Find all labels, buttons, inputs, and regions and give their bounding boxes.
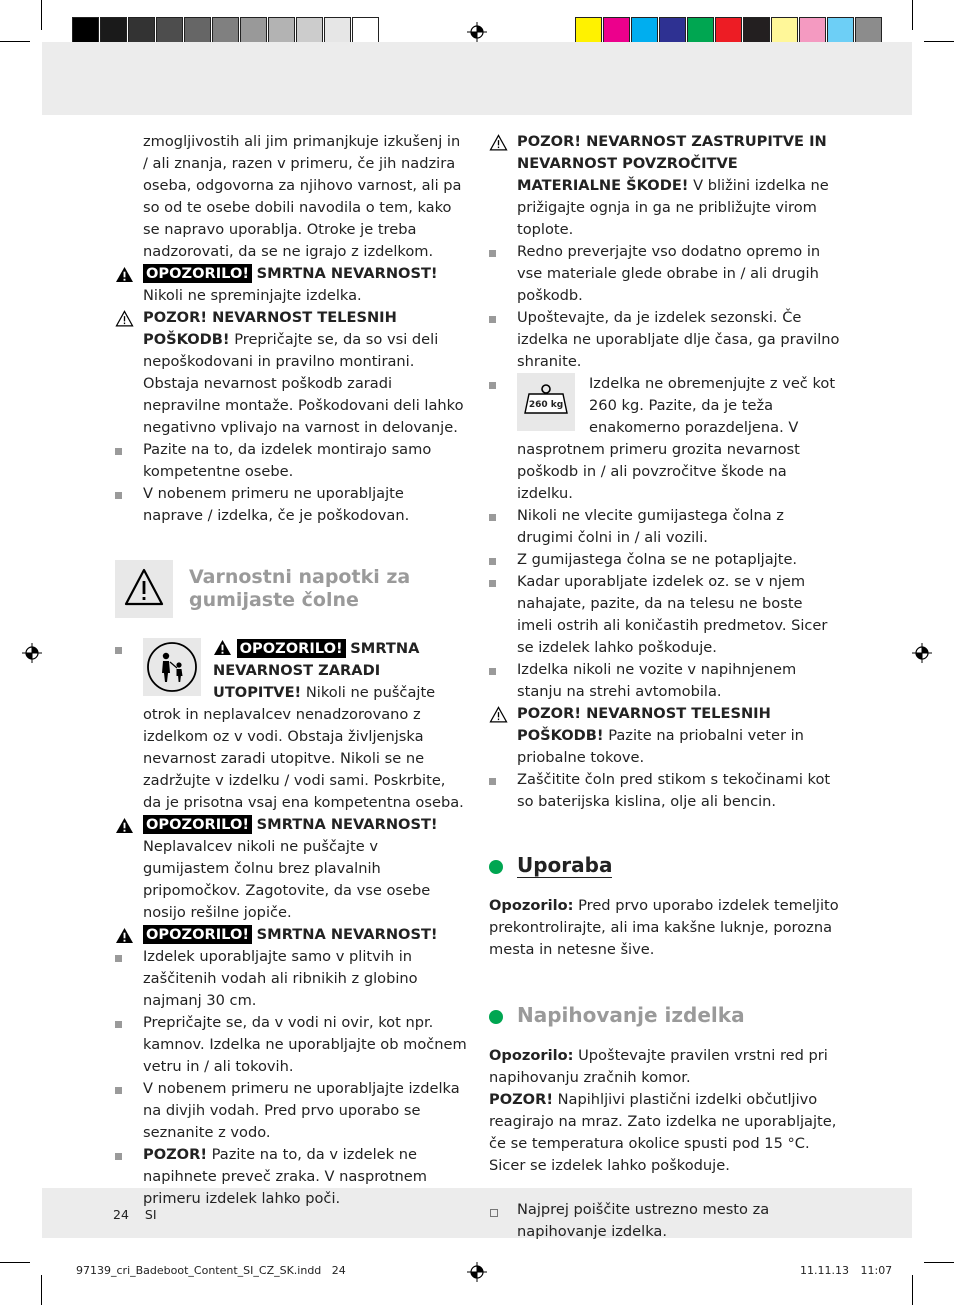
caution-label: POZOR! bbox=[143, 1146, 207, 1163]
crop-mark bbox=[0, 1262, 30, 1263]
heading-bullet-icon bbox=[489, 1010, 503, 1024]
print-date: 11.11.13 bbox=[800, 1264, 849, 1277]
caution-block bbox=[489, 703, 841, 769]
list-item-text: Izdelka ne obremenjujte z več kot 260 kg. Pazite, da je teža enakomerno porazdeljena. V nasprotnem bbox=[517, 375, 836, 458]
section-heading bbox=[489, 1003, 841, 1027]
child-supervision-icon bbox=[143, 638, 201, 696]
registration-mark-icon bbox=[22, 643, 42, 663]
caution-text: V bližini izdelka ne prižigajte ognja in ga ne približujte virom toplote. bbox=[517, 177, 829, 238]
caution-title: POZOR! NEVARNOST TELESNIH POŠKODB! bbox=[517, 705, 771, 744]
weight-limit-icon bbox=[517, 373, 575, 431]
list-item: Izdelek uporabljajte samo v plitvih in zaščitenih vodah ali ribnikih z globino najmanj 30 cm. bbox=[115, 946, 467, 1012]
heading-text: Uporaba bbox=[517, 853, 613, 877]
list-item bbox=[115, 1144, 467, 1210]
heading-bullet-icon bbox=[489, 860, 503, 874]
caution-title: POZOR! NEVARNOST ZASTRUPITVE IN NEVARNOST POVZROČITVE MATERIALNE ŠKODE! bbox=[517, 133, 827, 194]
warning-tag: OPOZORILO! bbox=[237, 639, 346, 658]
list-item: Izdelka nikoli ne vozite v napihnjenem stanju na strehi avtomobila. bbox=[489, 659, 841, 703]
list-item: Redno preverjajte vso dodatno opremo in vse materiale glede obrabe in / ali drugih poškodb. bbox=[489, 241, 841, 307]
warning-block bbox=[115, 924, 467, 946]
caution-text: Pazite na priobalni veter in priobalne tokove. bbox=[517, 727, 804, 766]
note-label: Opozorilo: bbox=[489, 1047, 574, 1064]
crop-mark bbox=[0, 41, 30, 42]
paragraph bbox=[489, 1089, 841, 1177]
list-item: Nikoli ne vlecite gumijastega čolna z drugimi čolni in / ali vozili. bbox=[489, 505, 841, 549]
drowning-warning bbox=[115, 638, 467, 814]
section-icon-box bbox=[115, 560, 173, 618]
warning-block bbox=[115, 814, 467, 924]
list-item-text: Pazite na to, da v izdelek ne napihnete preveč zraka. V nasprotnem primeru izdelek lahko poči. bbox=[143, 1146, 428, 1207]
registration-mark-icon bbox=[467, 1262, 487, 1282]
caution-triangle-icon bbox=[115, 310, 134, 327]
crop-mark bbox=[924, 1262, 954, 1263]
warning-text: Nikoli ne spreminjajte izdelka. bbox=[143, 287, 362, 304]
warning-block bbox=[115, 263, 467, 307]
list-item: Kadar uporabljate izdelek oz. se v njem nahajate, pazite, da na telesu ne boste imeli ostrih ali koničastih predmetov. Sicer se izdelek lahko poškoduje. bbox=[489, 571, 841, 659]
warning-triangle-icon bbox=[115, 927, 134, 944]
paragraph-text: Napihljivi plastični izdelki občutljivo reagirajo na mraz. Zato izdelka ne uporabljajte, če se temperatura okolice spusti pod 15 °C. Sicer se izdelek lahko poškoduje. bbox=[489, 1091, 837, 1174]
warning-triangle-icon bbox=[115, 266, 134, 283]
list-item: Pazite na to, da izdelek montirajo samo kompetentne osebe. bbox=[115, 439, 467, 483]
list-item: Upoštevajte, da je izdelek sezonski. Če izdelka ne uporabljate dlje časa, ga pravilno shranite. bbox=[489, 307, 841, 373]
warning-tag: OPOZORILO! bbox=[143, 264, 252, 283]
note-label: Opozorilo: bbox=[489, 897, 574, 914]
paragraph-text: Pred prvo uporabo izdelek temeljito prekontrolirajte, ali ima kakšne luknje, porozna mesta in netesne šive. bbox=[489, 897, 839, 958]
caution-triangle-icon bbox=[489, 706, 508, 723]
crop-mark bbox=[41, 1275, 42, 1305]
section-heading bbox=[115, 560, 467, 620]
step-item: Najprej poiščite ustrezno mesto za napihovanje izdelka. bbox=[489, 1199, 841, 1243]
registration-mark-icon bbox=[467, 22, 487, 42]
heading-text: Napihovanje izdelka bbox=[517, 1003, 745, 1027]
crop-mark bbox=[41, 0, 42, 30]
warning-title: SMRTNA NEVARNOST! bbox=[256, 816, 438, 833]
intro-paragraph: zmogljivostih ali jim primanjkuje izkušenj in / ali znanja, razen v primeru, če jih nadzira oseba, odgovorna za njihovo varnost, ali pa so od te osebe dobili navodila o tem, kako se napravo uporablja. Otroke je treba nadzorovati, da se ne igrajo z izdelkom. bbox=[143, 133, 462, 260]
print-slug-datetime bbox=[800, 1264, 892, 1277]
paragraph bbox=[489, 895, 841, 961]
paragraph-text: Upoštevajte pravilen vrstni red pri napihovanju zračnih komor. bbox=[489, 1047, 828, 1086]
list-item: V nobenem primeru ne uporabljajte naprave / izdelka, če je poškodovan. bbox=[115, 483, 467, 527]
registration-mark-icon bbox=[912, 643, 932, 663]
caution-triangle-icon bbox=[489, 134, 508, 151]
list-item bbox=[489, 373, 841, 505]
warning-title: SMRTNA NEVARNOST! bbox=[256, 926, 438, 943]
warning-triangle-icon bbox=[115, 817, 134, 834]
print-slug-file: 97139_cri_Badeboot_Content_SI_CZ_SK.indd 24 bbox=[76, 1264, 346, 1277]
paragraph bbox=[489, 1045, 841, 1089]
warning-tag: OPOZORILO! bbox=[143, 925, 252, 944]
print-time: 11:07 bbox=[860, 1264, 893, 1277]
list-item: Prepričajte se, da v vodi ni ovir, kot npr. kamnov. Izdelka ne uporabljajte ob močnem vetru in / ali tokovih. bbox=[115, 1012, 467, 1078]
caution-title: POZOR! NEVARNOST TELESNIH POŠKODB! bbox=[143, 309, 397, 348]
caution-label: POZOR! bbox=[489, 1091, 553, 1108]
warning-tag: OPOZORILO! bbox=[143, 815, 252, 834]
crop-mark bbox=[912, 0, 913, 30]
warning-text: Nikoli ne puščajte otrok in neplavalcev nenadzorovano z izdelkom oz v vodi. Obstaja življenjska nevarnost zaradi utopitve. Nikoli se ne zadržujte v izdelku / vodi sami. Poskrbite, da je prisotna vsaj ena kompetentna oseba. bbox=[143, 684, 464, 811]
header-band bbox=[42, 42, 912, 115]
warning-text: Neplavalcev nikoli ne puščajte v gumijastem čolnu brez plavalnih pripomočkov. Zagotovite, da vse osebe nosijo rešilne jopiče. bbox=[143, 838, 431, 921]
crop-mark bbox=[924, 41, 954, 42]
warning-triangle-icon bbox=[115, 560, 173, 618]
language-code: SI bbox=[144, 1207, 157, 1222]
section-heading bbox=[489, 853, 841, 877]
caution-text: Prepričajte se, da so vsi deli nepoškodovani in pravilno montirani. Obstaja nevarnost poškodb zaradi nepravilne montaže. Poškodovani deli lahko negativno vplivajo na varnost in delovanje. bbox=[143, 331, 464, 436]
page-number bbox=[113, 1207, 157, 1222]
list-item: Zaščitite čoln pred stikom s tekočinami kot so baterijska kislina, olje ali bencin. bbox=[489, 769, 841, 813]
list-item: V nobenem primeru ne uporabljajte izdelka na divjih vodah. Pred prvo uporabo se seznanite z vodo. bbox=[115, 1078, 467, 1144]
warning-triangle-icon bbox=[213, 639, 232, 656]
right-column bbox=[489, 131, 841, 1243]
list-item-text: primeru grozita nevarnost poškodb in / ali povzročitve škode na izdelku. bbox=[517, 441, 800, 502]
page-number-value: 24 bbox=[113, 1207, 129, 1222]
caution-block bbox=[115, 307, 467, 439]
weight-label: 260 kg bbox=[528, 400, 564, 410]
list-item: Z gumijastega čolna se ne potapljajte. bbox=[489, 549, 841, 571]
warning-title: SMRTNA NEVARNOST ZARADI UTOPITVE! bbox=[213, 640, 420, 701]
caution-block bbox=[489, 131, 841, 241]
left-column bbox=[115, 131, 467, 1210]
crop-mark bbox=[912, 1275, 913, 1305]
section-title: Varnostni napotki za gumijaste čolne bbox=[189, 566, 411, 611]
warning-title: SMRTNA NEVARNOST! bbox=[256, 265, 438, 282]
